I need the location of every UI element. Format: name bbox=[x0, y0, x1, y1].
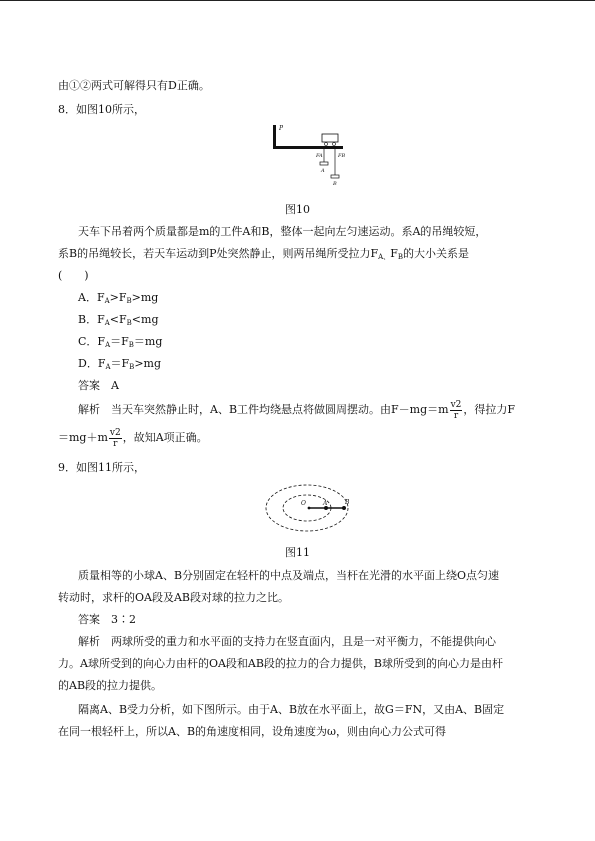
q8-number: 8．如图10所示， bbox=[58, 103, 145, 116]
fraction-v2-over-r: $\frac{v2}{r}$ bbox=[109, 427, 121, 449]
figure-10 bbox=[268, 120, 352, 190]
q9-isolation-line1: 隔离A、B受力分析，如下图所示。由于A、B放在水平面上，故G＝FN，又由A、B固定 bbox=[78, 703, 505, 716]
q9-isolation-line2: 在同一根轻杆上，所以A、B的角速度相同，设角速度为ω，则由向心力公式可得 bbox=[58, 725, 446, 738]
q8-analysis-line1: 解析 当天车突然静止时，A、B工件均绕悬点将做圆周摆动。由F－mg＝m $\frac{v2}{r}$ ，得拉力F bbox=[78, 399, 516, 421]
fig10-label-fb: FB bbox=[338, 153, 346, 159]
q8-option-b: B．$F_A<F_B<mg$ bbox=[78, 313, 159, 327]
fig11-label-a: A bbox=[323, 500, 328, 507]
q9-answer: 答案 3∶2 bbox=[78, 613, 136, 626]
q9-stem-line1: 质量相等的小球A、B分别固定在轻杆的中点及端点，当杆在光滑的水平面上绕O点匀速 bbox=[78, 569, 500, 582]
q9-number: 9．如图11所示， bbox=[58, 461, 145, 474]
fig10-label-b: B bbox=[333, 181, 337, 187]
fig11-label-o: O bbox=[301, 500, 306, 507]
q8-option-c: C．$F_A=F_B=mg$ bbox=[78, 335, 163, 349]
conclusion-line: 由①②两式可解得只有D正确。 bbox=[58, 79, 210, 92]
fig10-label-p: P bbox=[279, 125, 284, 132]
q8-stem-line1: 天车下吊着两个质量都是m的工件A和B，整体一起向左匀速运动。系A的吊绳较短， bbox=[78, 225, 487, 238]
q9-analysis-line2: 力。A球所受到的向心力由杆的OA段和AB段的拉力的合力提供，B球所受到的向心力是由杆 bbox=[58, 657, 504, 670]
figure-10-caption: 图10 bbox=[285, 203, 310, 216]
fig10-label-fa: FA bbox=[316, 153, 323, 159]
fig11-label-b: B bbox=[345, 499, 350, 506]
q8-stem-line2: 系B的吊绳较长，若天车运动到P处突然静止，则两吊绳所受拉力$F_{A、}F_B$的大小关系是 bbox=[58, 247, 469, 261]
q9-stem-line2: 转动时，求杆的OA段及AB段对球的拉力之比。 bbox=[58, 591, 289, 604]
q9-analysis-line3: 的AB段的拉力提供。 bbox=[58, 679, 163, 692]
q8-answer: 答案 A bbox=[78, 379, 119, 392]
fraction-v2-over-r: $\frac{v2}{r}$ bbox=[450, 399, 462, 421]
figure-11 bbox=[262, 480, 352, 536]
fig10-label-a: A bbox=[321, 168, 325, 174]
q8-option-a: A．$F_A>F_B>mg$ bbox=[78, 291, 159, 305]
figure-11-caption: 图11 bbox=[285, 546, 310, 559]
header-rule bbox=[0, 0, 595, 1]
q8-blank: ( ) bbox=[58, 269, 89, 282]
q8-option-d: D．$F_A=F_B>mg$ bbox=[78, 357, 162, 371]
q8-analysis-line2: ＝mg＋m $\frac{v2}{r}$ ，故知A项正确。 bbox=[58, 427, 208, 449]
q9-analysis-line1: 解析 两球所受的重力和水平面的支持力在竖直面内，且是一对平衡力，不能提供向心 bbox=[78, 635, 496, 648]
